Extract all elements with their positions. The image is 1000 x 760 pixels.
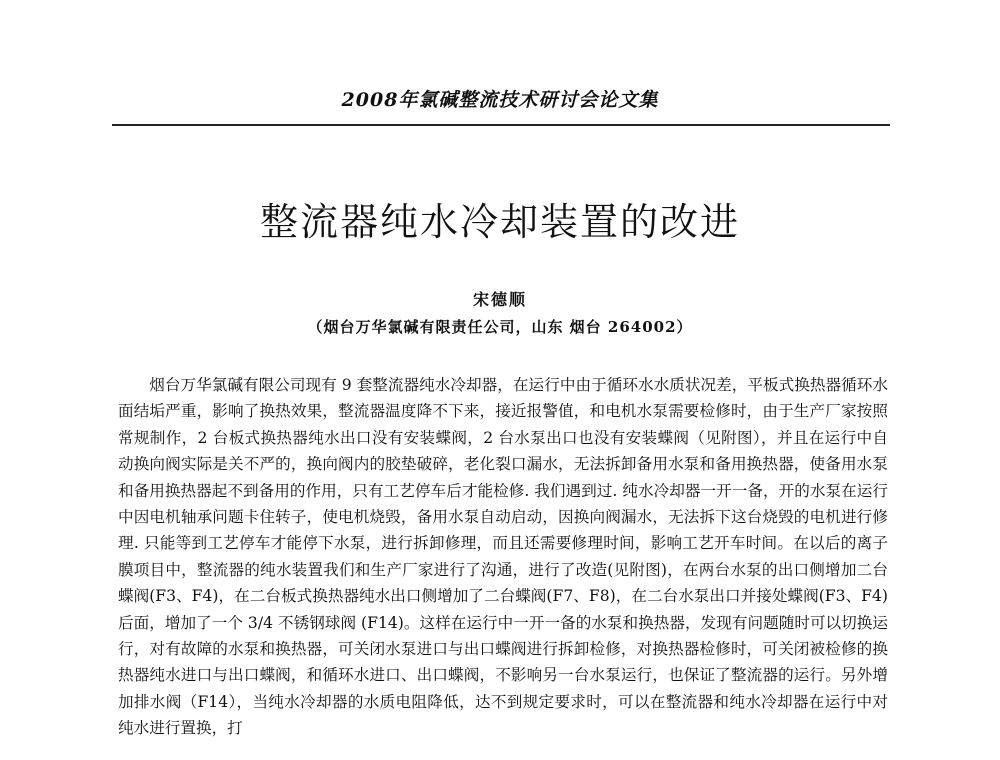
body-paragraph: 烟台万华氯碱有限公司现有 9 套整流器纯水冷却器，在运行中由于循环水水质状况差，平板式换热器循环水面结垢严重，影响了换热效果，整流器温度降不下来，接近报警值，和电机水泵需要检修时，由于生产厂家按照常规制作，2 台板式换热器纯水出口没有安装蝶阀，2 台水泵出口也没有安装蝶阀（见附图），并且在运行中自动换向阀实际是关不严的，换向阀内的胶垫破碎，老化裂口漏水，无法拆卸备用水泵和备用换热器，使备用水泵和备用换热器起不到备用的作用，只有工艺停车后才能检修. 我们遇到过. 纯水冷却器一开一备，开的水泵在运行中因电机轴承问题卡住转子，使电机烧毁，备用水泵自动启动，因换向阀漏水，无法拆下这台烧毁的电机进行修理. 只能等到工艺停车才能停下水泵，进行拆卸修理，而且还需要修理时间，影响工艺开车时间。在以后的离子膜项目中，整流器的纯水装置我们和生产厂家进行了沟通，进行了改造(见附图)，在两台水泵的出口侧增加二台蝶阀(F3、F4)，在二台板式换热器纯水出口侧增加了二台蝶阀(F7、F8)，在二台水泵出口并接处蝶阀(F3、F4)后面，增加了一个 3/4 不锈钢球阀 (F14)。这样在运行中一开一备的水泵和换热器，发现有问题随时可以切换运行，对有故障的水泵和换热器，可关闭水泵进口与出口蝶阀进行拆卸检修，对换热器检修时，可关闭被检修的换热器纯水进口与出口蝶阀，和循环水进口、出口蝶阀，不影响另一台水泵运行，也保证了整流器的运行。另外增加排水阀（F14），当纯水冷却器的水质电阻降低，达不到规定要求时，可以在整流器和纯水冷却器在运行中对纯水进行置换，打 (118, 376, 888, 738)
header-rule (112, 124, 890, 126)
author-affiliation: （烟台万华氯碱有限责任公司，山东 烟台 264002） (307, 318, 693, 336)
author-name: 宋德顺 (472, 290, 527, 309)
paper-title: 整流器纯水冷却装置的改进 (259, 200, 740, 244)
running-header: 2008年氯碱整流技术研讨会论文集 (341, 89, 659, 111)
